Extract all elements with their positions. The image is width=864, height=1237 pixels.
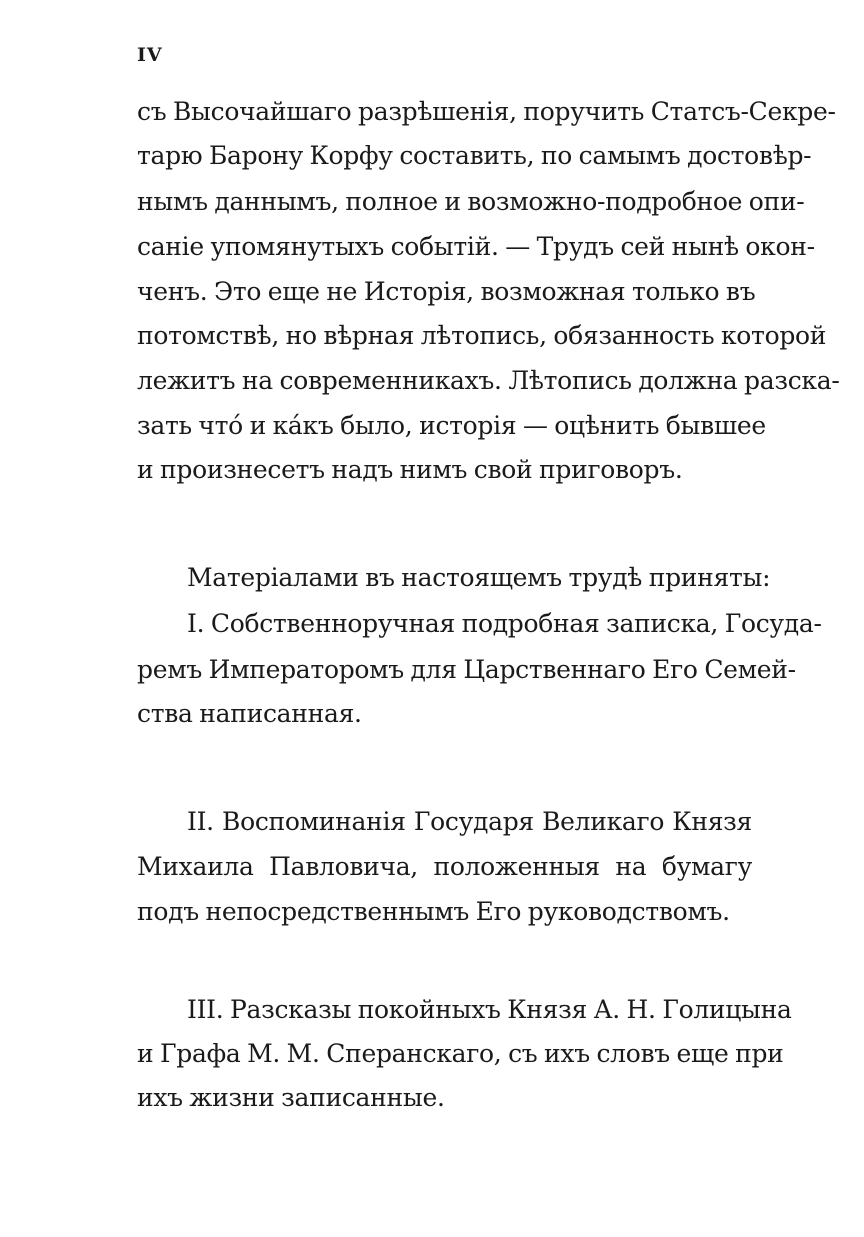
item-3-line-2: и Графа М. М. Сперанскаго, съ ихъ словъ еще при xyxy=(137,1039,784,1068)
paragraph-1-line-1: съ Высочайшаго разрѣшенія, поручить Статсъ-Секре- xyxy=(137,97,836,126)
item-1-line-2: ремъ Императоромъ для Царственнаго Его Семей- xyxy=(137,655,796,684)
paragraph-1-line-5: ченъ. Это еще не Исторія, возможная только въ xyxy=(137,277,756,306)
paragraph-1-line-3: нымъ даннымъ, полное и возможно-подробное опи- xyxy=(137,187,805,216)
paragraph-1-line-6: потомствѣ, но вѣрная лѣтопись, обязанность которой xyxy=(137,321,827,350)
paragraph-1-line-2: тарю Барону Корфу составить, по самымъ достовѣр- xyxy=(137,141,812,170)
paragraph-1-line-9: и произнесетъ надъ нимъ свой приговоръ. xyxy=(137,455,683,484)
item-2-line-1: II. Воспоминанія Государя Великаго Князя xyxy=(187,807,752,836)
paragraph-1-line-4: саніе упомянутыхъ событій. — Трудъ сей нынѣ окон- xyxy=(137,232,815,261)
page-number: IV xyxy=(137,44,163,66)
item-2-line-3: подъ непосредственнымъ Его руководствомъ. xyxy=(137,897,730,926)
paragraph-2-line-1: Матеріалами въ настоящемъ трудѣ приняты: xyxy=(187,563,771,592)
paragraph-1-line-7: лежитъ на современникахъ. Лѣтопись должна разска- xyxy=(137,366,840,395)
item-2-line-2: Михаила Павловича, положенныя на бумагу xyxy=(137,852,752,881)
item-1-line-1: I. Собственноручная подробная записка, Госуда- xyxy=(187,609,822,638)
item-3-line-3: ихъ жизни записанные. xyxy=(137,1083,445,1112)
item-1-line-3: ства написанная. xyxy=(137,699,362,728)
item-3-line-1: III. Разсказы покойныхъ Князя А. Н. Голицына xyxy=(187,995,792,1024)
paragraph-1-line-8: зать что́ и ка́къ было, исторія — оцѣнить бывшее xyxy=(137,411,766,440)
